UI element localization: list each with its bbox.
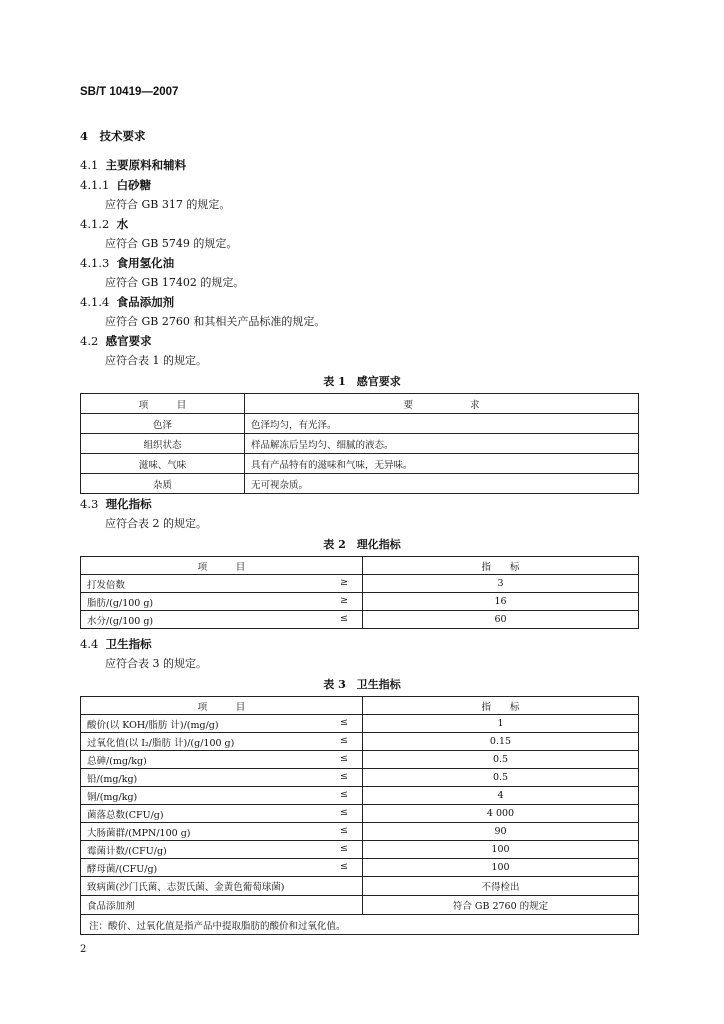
section-heading: 水 — [116, 217, 129, 231]
table-row — [81, 877, 639, 896]
header-requirement: 要 求 — [245, 394, 639, 414]
row-value: 0.15 — [363, 733, 639, 751]
page-number: 2 — [80, 944, 87, 955]
table-row — [81, 414, 639, 434]
row-item: 酵母菌/(CFU/g) ≤ — [81, 859, 363, 877]
section-number: 4.1.3 — [80, 256, 110, 270]
comparison-symbol: ≤ — [340, 752, 348, 764]
section-heading: 感官要求 — [105, 334, 152, 348]
section-4-1 — [80, 157, 186, 173]
comparison-symbol: ≤ — [340, 770, 348, 782]
table-row — [81, 859, 639, 877]
section-number: 4.4 — [80, 637, 99, 651]
row-item: 滋味、气味 — [81, 454, 245, 474]
row-item: 水分/(g/100 g) ≤ — [81, 611, 363, 629]
row-item: 杂质 — [81, 474, 245, 494]
row-item: 过氧化值(以 I₂/脂肪 计)/(g/100 g) ≤ — [81, 733, 363, 751]
table-row — [81, 787, 639, 805]
row-value: 16 — [363, 593, 639, 611]
table-note-row — [81, 915, 639, 935]
table-1-caption: 表 1 感官要求 — [323, 375, 401, 388]
section-4-3-text: 应符合表 2 的规定。 — [105, 517, 207, 530]
section-number: 4.1.1 — [80, 178, 110, 192]
standard-id: SB/T 10419—2007 — [80, 86, 179, 98]
table-2 — [80, 556, 639, 629]
table-header-row — [81, 697, 639, 715]
header-item: 项 目 — [81, 394, 245, 414]
row-item: 铅/(mg/kg) ≤ — [81, 769, 363, 787]
section-4-3 — [80, 496, 152, 512]
header-value: 指 标 — [363, 697, 639, 715]
row-item: 打发倍数 ≥ — [81, 575, 363, 593]
section-heading: 主要原料和辅料 — [105, 158, 187, 172]
row-value: 90 — [363, 823, 639, 841]
section-heading: 卫生指标 — [105, 637, 152, 651]
row-item: 霉菌计数/(CFU/g) ≤ — [81, 841, 363, 859]
table-row — [81, 454, 639, 474]
section-4-1-3-text: 应符合 GB 17402 的规定。 — [105, 276, 245, 289]
section-number: 4.1.2 — [80, 217, 110, 231]
section-number: 4.2 — [80, 334, 99, 348]
comparison-symbol: ≤ — [340, 788, 348, 800]
row-item: 大肠菌群/(MPN/100 g) ≤ — [81, 823, 363, 841]
section-4-title: 4 技术要求 — [80, 129, 146, 143]
table-row — [81, 733, 639, 751]
row-requirement: 具有产品特有的滋味和气味，无异味。 — [245, 454, 639, 474]
section-number: 4.1.4 — [80, 295, 110, 309]
row-value: 4 — [363, 787, 639, 805]
row-value: 符合 GB 2760 的规定 — [363, 896, 639, 915]
table-row — [81, 823, 639, 841]
table-row — [81, 715, 639, 733]
section-4-4-text: 应符合表 3 的规定。 — [105, 657, 207, 670]
row-item: 酸价(以 KOH/脂肪 计)/(mg/g) ≤ — [81, 715, 363, 733]
comparison-symbol: ≤ — [340, 716, 348, 728]
table-row — [81, 896, 639, 915]
section-4-1-4 — [80, 294, 174, 310]
row-item: 菌落总数(CFU/g) ≤ — [81, 805, 363, 823]
section-heading: 食品添加剂 — [116, 295, 175, 309]
table-row — [81, 611, 639, 629]
row-item: 铜/(mg/kg) ≤ — [81, 787, 363, 805]
section-4-4 — [80, 636, 152, 652]
section-4-2 — [80, 333, 152, 349]
comparison-symbol: ≤ — [340, 612, 348, 624]
table-3 — [80, 696, 639, 935]
row-value: 4 000 — [363, 805, 639, 823]
row-value: 1 — [363, 715, 639, 733]
row-value: 60 — [363, 611, 639, 629]
table-row — [81, 474, 639, 494]
section-4-1-2-text: 应符合 GB 5749 的规定。 — [105, 237, 238, 250]
row-item: 色泽 — [81, 414, 245, 434]
section-4-1-3 — [80, 255, 174, 271]
row-value: 0.5 — [363, 751, 639, 769]
header-item: 项 目 — [81, 697, 363, 715]
row-item: 食品添加剂 — [81, 896, 363, 915]
row-value: 3 — [363, 575, 639, 593]
section-heading: 食用氢化油 — [116, 256, 175, 270]
table-row — [81, 841, 639, 859]
comparison-symbol: ≤ — [340, 734, 348, 746]
comparison-symbol: ≥ — [340, 576, 348, 588]
section-heading: 理化指标 — [105, 497, 152, 511]
comparison-symbol: ≤ — [340, 860, 348, 872]
row-value: 0.5 — [363, 769, 639, 787]
section-4-1-1 — [80, 177, 151, 193]
row-requirement: 无可视杂质。 — [245, 474, 639, 494]
comparison-symbol: ≤ — [340, 824, 348, 836]
table-row — [81, 805, 639, 823]
row-item: 脂肪/(g/100 g) ≥ — [81, 593, 363, 611]
section-number: 4.3 — [80, 497, 99, 511]
row-item: 总砷/(mg/kg) ≤ — [81, 751, 363, 769]
table-3-caption: 表 3 卫生指标 — [323, 678, 401, 691]
row-item: 组织状态 — [81, 434, 245, 454]
table-header-row — [81, 394, 639, 414]
header-item: 项 目 — [81, 557, 363, 575]
table-row — [81, 575, 639, 593]
row-value: 100 — [363, 859, 639, 877]
comparison-symbol: ≤ — [340, 842, 348, 854]
table-row — [81, 751, 639, 769]
section-heading: 白砂糖 — [116, 178, 152, 192]
row-item: 致病菌(沙门氏菌、志贺氏菌、金黄色葡萄球菌) — [81, 877, 363, 896]
section-number: 4.1 — [80, 158, 99, 172]
table-row — [81, 434, 639, 454]
section-4-1-2 — [80, 216, 128, 232]
table-row — [81, 769, 639, 787]
table-header-row — [81, 557, 639, 575]
table-note: 注：酸价、过氧化值是指产品中提取脂肪的酸价和过氧化值。 — [81, 915, 639, 935]
section-4-2-text: 应符合表 1 的规定。 — [105, 354, 207, 367]
row-value: 不得检出 — [363, 877, 639, 896]
header-value: 指 标 — [363, 557, 639, 575]
table-2-caption: 表 2 理化指标 — [323, 538, 401, 551]
row-requirement: 样品解冻后呈均匀、细腻的液态。 — [245, 434, 639, 454]
table-row — [81, 593, 639, 611]
row-value: 100 — [363, 841, 639, 859]
comparison-symbol: ≥ — [340, 594, 348, 606]
comparison-symbol: ≤ — [340, 806, 348, 818]
row-requirement: 色泽均匀，有光泽。 — [245, 414, 639, 434]
table-1 — [80, 393, 639, 494]
section-4-1-1-text: 应符合 GB 317 的规定。 — [105, 198, 231, 211]
section-4-1-4-text: 应符合 GB 2760 和其相关产品标准的规定。 — [105, 315, 326, 328]
